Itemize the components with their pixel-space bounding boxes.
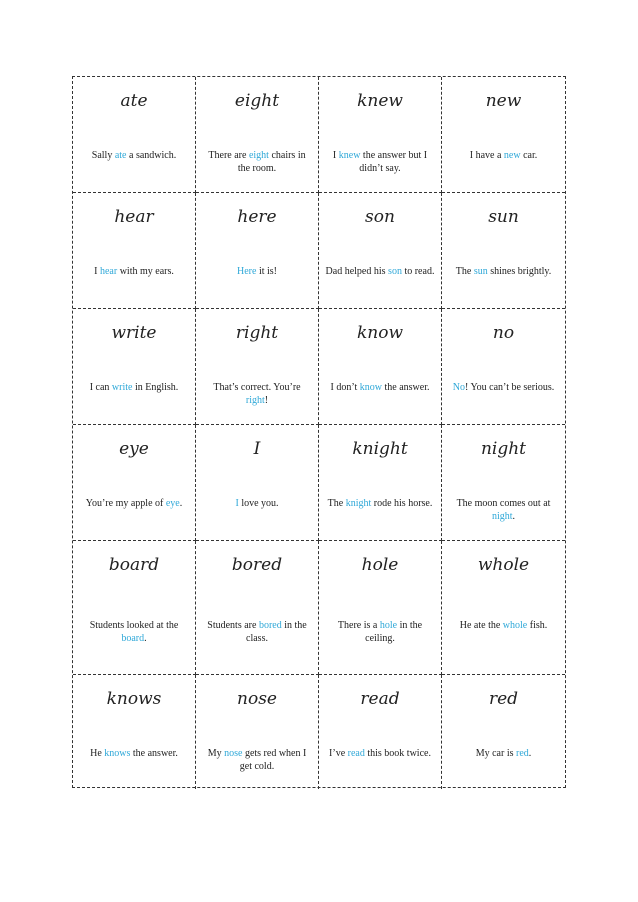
card xyxy=(73,193,196,309)
card xyxy=(196,77,319,193)
highlighted-word: I xyxy=(235,498,239,509)
card xyxy=(196,309,319,425)
card-word: knew xyxy=(357,91,403,111)
highlighted-word: hear xyxy=(99,266,118,277)
card xyxy=(73,425,196,541)
card-sentence: I knew the answer but I didn’t say. xyxy=(332,150,428,174)
card-sentence: I love you. xyxy=(235,498,279,509)
card-sentence: That’s correct. You’re right! xyxy=(213,382,301,406)
card-word: knows xyxy=(106,689,162,709)
card-sentence: The sun shines brightly. xyxy=(455,266,552,277)
card-sentence: He knows the answer. xyxy=(90,748,178,759)
card-word: ate xyxy=(120,91,148,111)
card-sentence: There are eight chairs in the room. xyxy=(208,150,306,174)
card xyxy=(319,425,442,541)
card xyxy=(442,425,565,541)
card-sentence: You’re my apple of eye. xyxy=(85,498,183,509)
highlighted-word: No xyxy=(452,382,465,393)
card xyxy=(73,675,196,789)
card xyxy=(196,425,319,541)
card-word: bored xyxy=(231,555,283,575)
card xyxy=(196,193,319,309)
card-word: night xyxy=(480,439,527,459)
highlighted-word: read xyxy=(347,748,365,759)
card-word: son xyxy=(365,207,395,227)
highlighted-word: right xyxy=(245,395,265,406)
card xyxy=(73,77,196,193)
card-word: eye xyxy=(119,439,149,459)
card-sentence: Students are bored in the class. xyxy=(207,620,307,644)
card xyxy=(73,309,196,425)
homophone-card-grid xyxy=(72,76,566,788)
card-sentence: Here it is! xyxy=(237,266,277,277)
card-sentence: My car is red. xyxy=(475,748,532,759)
card-word: hear xyxy=(114,207,154,227)
card xyxy=(442,193,565,309)
card-word: board xyxy=(108,555,160,575)
card-sentence: There is a hole in the ceiling. xyxy=(337,620,423,644)
card-word: whole xyxy=(477,555,530,575)
highlighted-word: knew xyxy=(338,150,361,161)
card-sentence: He ate the whole fish. xyxy=(459,620,548,631)
highlighted-word: bored xyxy=(258,620,282,631)
card xyxy=(319,193,442,309)
card xyxy=(442,675,565,789)
highlighted-word: board xyxy=(121,633,145,644)
highlighted-word: hole xyxy=(379,620,398,631)
card-word: knight xyxy=(352,439,408,459)
card xyxy=(319,309,442,425)
card-word: read xyxy=(360,689,400,709)
card-word: new xyxy=(485,91,522,111)
card xyxy=(319,77,442,193)
card xyxy=(442,541,565,675)
card-word: red xyxy=(488,689,519,709)
highlighted-word: whole xyxy=(502,620,528,631)
highlighted-word: son xyxy=(388,266,402,277)
card-word: eight xyxy=(234,91,280,111)
card-word: no xyxy=(492,323,515,343)
card-sentence: I’ve read this book twice. xyxy=(329,748,431,759)
highlighted-word: sun xyxy=(473,266,488,277)
card xyxy=(196,675,319,789)
card-word: nose xyxy=(237,689,277,709)
card-word: hole xyxy=(361,555,399,575)
highlighted-word: Here xyxy=(237,266,257,277)
card-sentence: The knight rode his horse. xyxy=(327,498,433,509)
card xyxy=(442,77,565,193)
highlighted-word: night xyxy=(491,511,513,522)
card-word: sun xyxy=(488,207,519,227)
highlighted-word: eye xyxy=(165,498,180,509)
card xyxy=(73,541,196,675)
highlighted-word: knight xyxy=(345,498,372,509)
card-sentence: I can write in English. xyxy=(89,382,179,393)
highlighted-word: nose xyxy=(224,748,243,759)
card xyxy=(442,309,565,425)
card-sentence: Dad helped his son to read. xyxy=(325,266,435,277)
card-sentence: I hear with my ears. xyxy=(94,266,174,277)
highlighted-word: ate xyxy=(114,150,127,161)
card-sentence: No! You can’t be serious. xyxy=(452,382,555,393)
highlighted-word: red xyxy=(516,748,529,759)
card-sentence: I don’t know the answer. xyxy=(330,382,430,393)
card-sentence: The moon comes out at night. xyxy=(456,498,551,522)
card-sentence: Students looked at the board. xyxy=(89,620,179,644)
card xyxy=(196,541,319,675)
highlighted-word: knows xyxy=(104,748,131,759)
highlighted-word: new xyxy=(503,150,521,161)
card-word: know xyxy=(356,323,404,343)
card-word: I xyxy=(253,439,261,459)
card-word: here xyxy=(237,207,277,227)
highlighted-word: write xyxy=(111,382,133,393)
card xyxy=(319,675,442,789)
card xyxy=(319,541,442,675)
card-sentence: I have a new car. xyxy=(469,150,538,161)
card-sentence: My nose gets red when I get cold. xyxy=(207,748,307,772)
highlighted-word: eight xyxy=(248,150,269,161)
card-word: right xyxy=(235,323,279,343)
card-sentence: Sally ate a sandwich. xyxy=(91,150,177,161)
highlighted-word: know xyxy=(359,382,382,393)
card-word: write xyxy=(111,323,157,343)
